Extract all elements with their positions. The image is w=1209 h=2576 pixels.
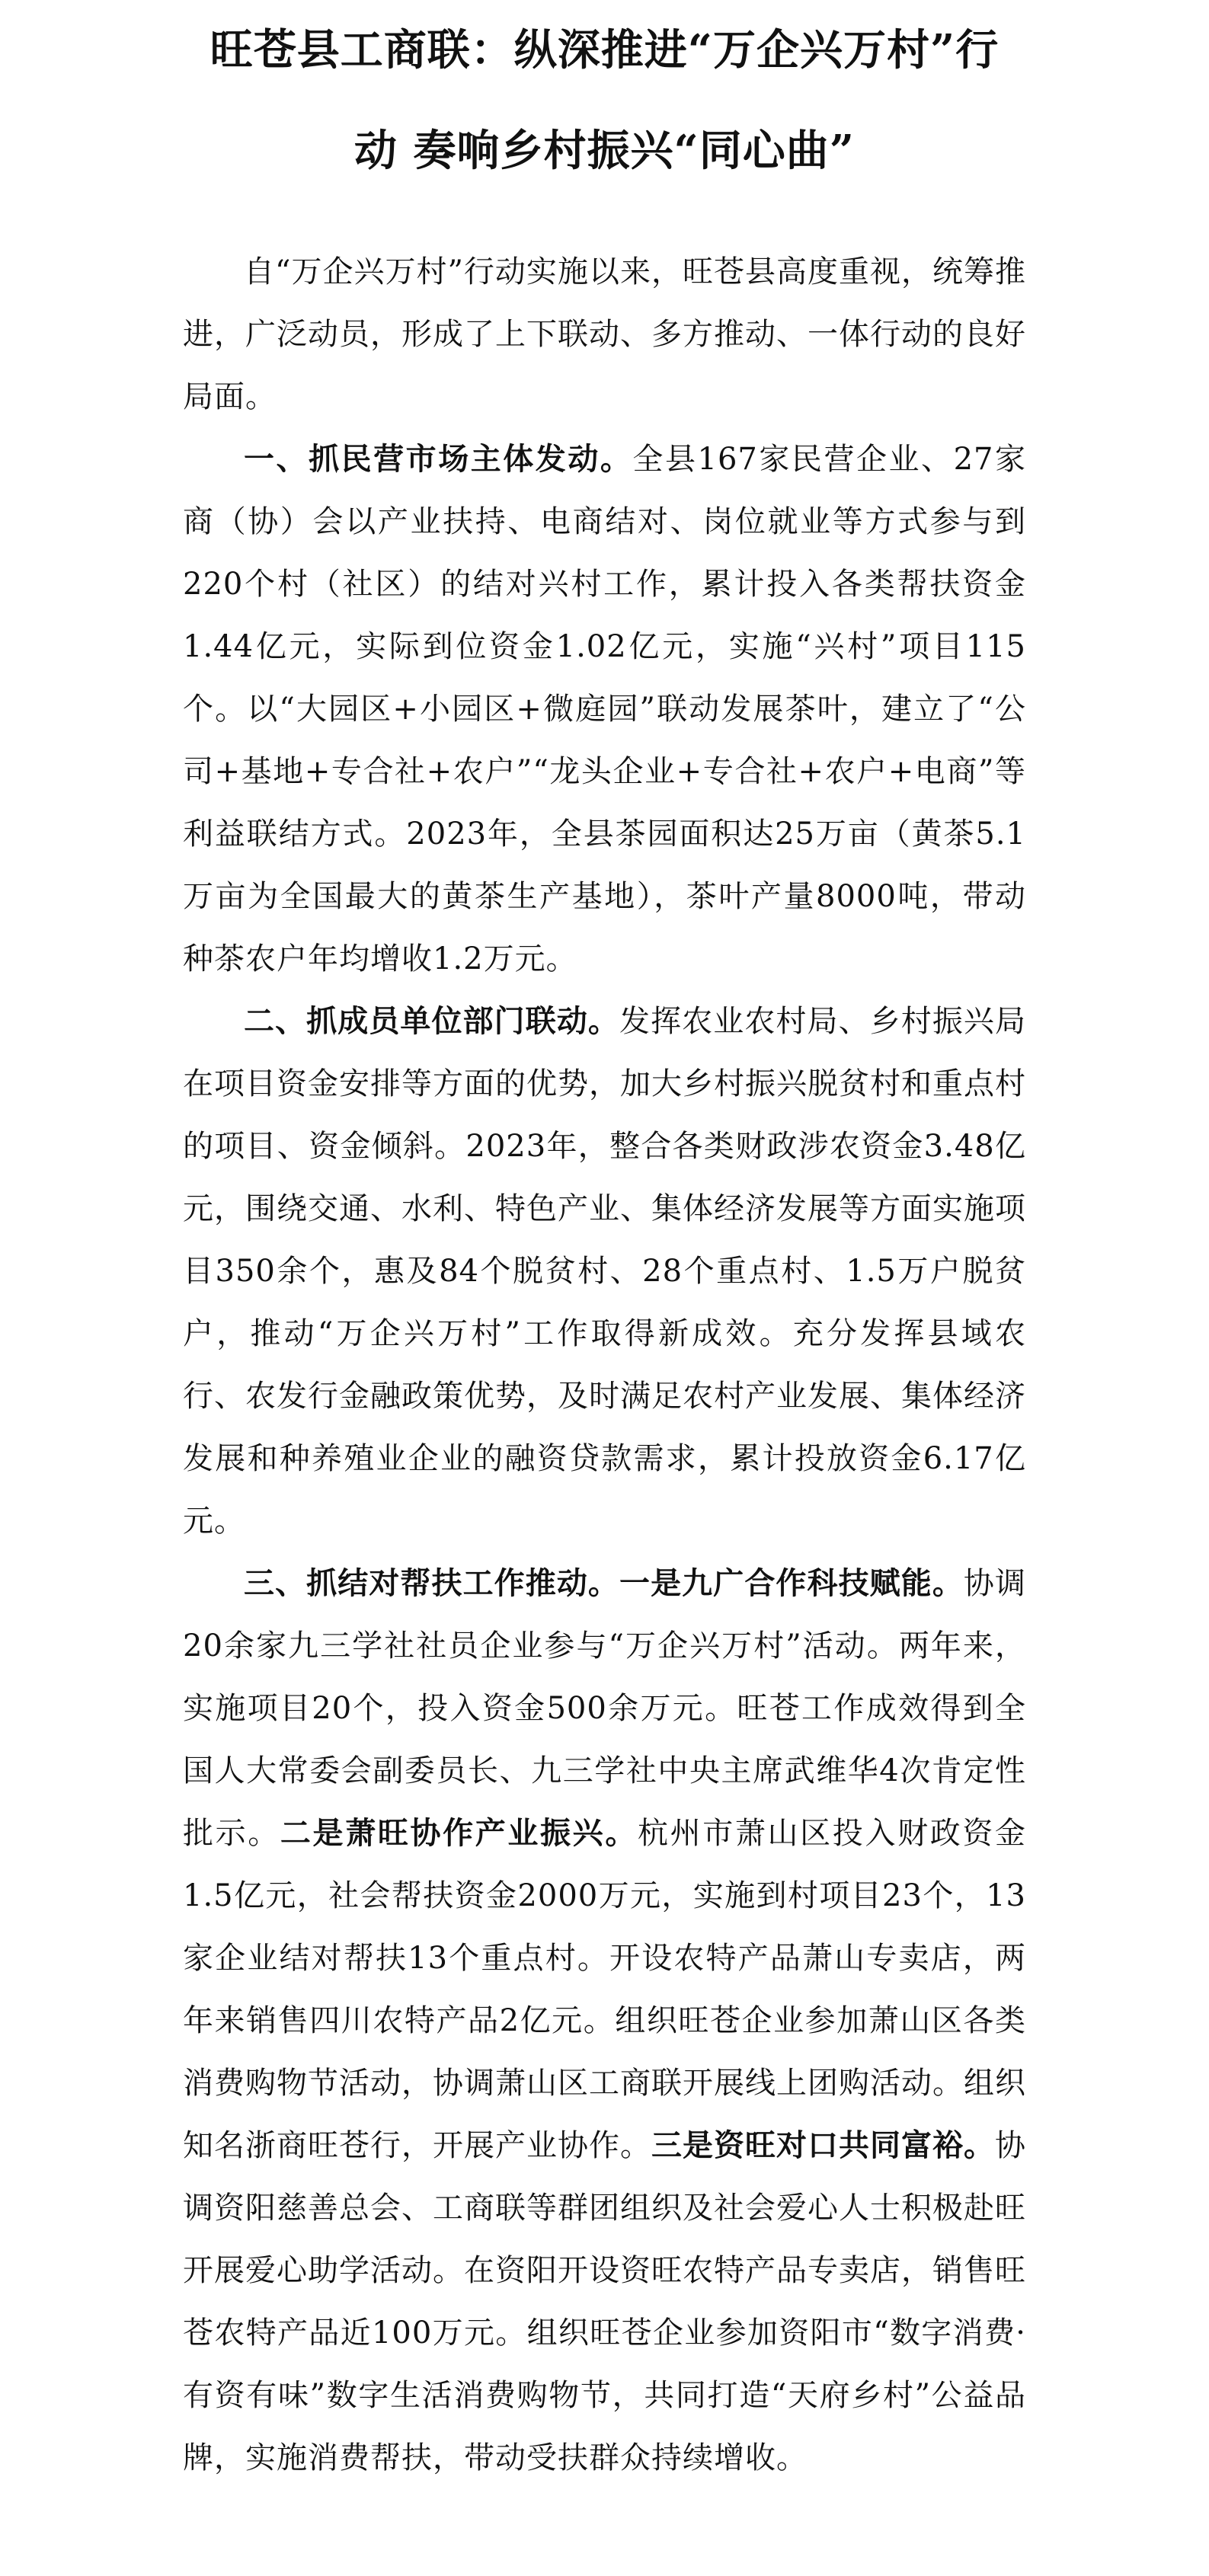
section-2-paragraph xyxy=(183,990,1026,1552)
section-2-heading: 二、抓成员单位部门联动。 xyxy=(244,1003,619,1039)
article-title xyxy=(183,0,1026,201)
article-body xyxy=(183,241,1026,2489)
section-1-heading: 一、抓民营市场主体发动。 xyxy=(244,441,633,477)
intro-paragraph xyxy=(183,241,1026,428)
section-3-sub-3-text: 协调资阳慈善总会、工商联等群团组织及社会爱心人士积极赴旺开展爱心助学活动。在资阳开设资旺农特产品专卖店，销售旺苍农特产品近100万元。组织旺苍企业参加资阳市“数字消费·有资有味”数字生活消费购物节，共同打造“天府乡村”公益品牌，实施消费帮扶，带动受扶群众持续增收。 xyxy=(183,2128,1026,2475)
section-2-text: 发挥农业农村局、乡村振兴局在项目资金安排等方面的优势，加大乡村振兴脱贫村和重点村的项目、资金倾斜。2023年，整合各类财政涉农资金3.48亿元，围绕交通、水利、特色产业、集体经济发展等方面实施项目350余个，惠及84个脱贫村、28个重点村、1.5万户脱贫户，推动“万企兴万村”工作取得新成效。充分发挥县域农行、农发行金融政策优势，及时满足农村产业发展、集体经济发展和种养殖业企业的融资贷款需求，累计投放资金6.17亿元。 xyxy=(183,1004,1026,1539)
section-1-text: 全县167家民营企业、27家商（协）会以产业扶持、电商结对、岗位就业等方式参与到220个村（社区）的结对兴村工作，累计投入各类帮扶资金1.44亿元，实际到位资金1.02亿元，实施“兴村”项目115个。以“大园区+小园区+微庭园”联动发展茶叶，建立了“公司+基地+专合社+农户”“龙头企业+专合社+农户+电商”等利益联结方式。2023年，全县茶园面积达25万亩（黄茶5.1万亩为全国最大的黄茶生产基地），茶叶产量8000吨，带动种茶农户年均增收1.2万元。 xyxy=(183,442,1027,976)
section-3-sub-1-text: 协调20余家九三学社社员企业参与“万企兴万村”活动。两年来，实施项目20个，投入资金500余万元。旺苍工作成效得到全国人大常委会副委员长、九三学社中央主席武维华4次肯定性批示。 xyxy=(183,1566,1027,1851)
article-title-line-1: 旺苍县工商联：纵深推进“万企兴万村”行 xyxy=(209,25,1000,75)
section-3-sub-2-text: 杭州市萧山区投入财政资金1.5亿元，社会帮扶资金2000万元，实施到村项目23个，13家企业结对帮扶13个重点村。开设农特产品萧山专卖店，两年来销售四川农特产品2亿元。组织旺苍企业参加萧山区各类消费购物节活动，协调萧山区工商联开展线上团购活动。组织知名浙商旺苍行，开展产业协作。 xyxy=(183,1816,1027,2163)
section-3-paragraph xyxy=(183,1552,1026,2489)
section-3-sub-3-heading: 三是资旺对口共同富裕。 xyxy=(651,2127,995,2163)
intro-text: 自“万企兴万村”行动实施以来，旺苍县高度重视，统筹推进，广泛动员，形成了上下联动、多方推动、一体行动的良好局面。 xyxy=(183,254,1026,414)
section-3-heading: 三、抓结对帮扶工作推动。 xyxy=(244,1565,619,1601)
section-1-paragraph xyxy=(183,428,1026,990)
article-title-line-2: 动 奏响乡村振兴“同心曲” xyxy=(354,126,855,176)
section-3-sub-1-heading: 一是九广合作科技赋能。 xyxy=(619,1565,964,1601)
section-3-sub-2-heading: 二是萧旺协作产业振兴。 xyxy=(280,1815,638,1851)
